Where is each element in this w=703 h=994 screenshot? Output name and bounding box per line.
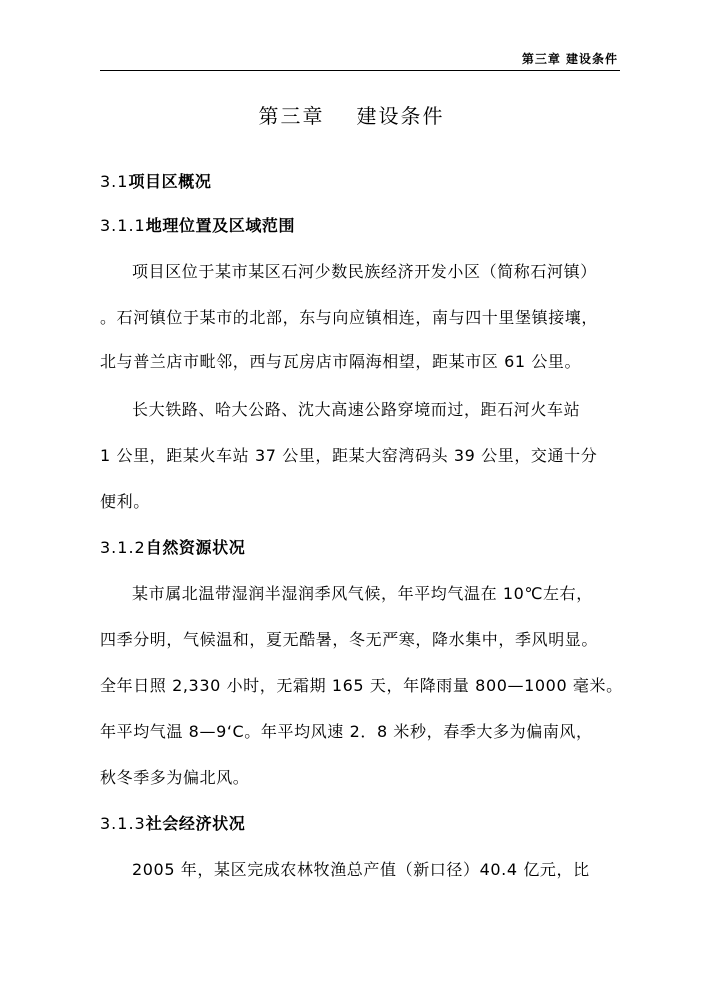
chapter-title-text: 建设条件: [356, 104, 445, 128]
section-title: 社会经济状况: [145, 814, 246, 833]
paragraph-line: 全年日照 2,330 小时，无霜期 165 天，年降雨量 800—1000 毫米。: [100, 676, 623, 695]
section-heading-3-1-2: [100, 538, 245, 558]
section-number: 3.1.2: [100, 538, 146, 557]
section-heading-3-1: [100, 172, 211, 192]
paragraph-line: 某市属北温带湿润半湿润季风气候，年平均气温在 10℃左右，: [132, 584, 593, 603]
paragraph-line: 北与普兰店市毗邻，西与瓦房店市隔海相望，距某市区 61 公里。: [100, 352, 582, 371]
paragraph-line: 年平均气温 8—9‘C。年平均风速 2．8 米秒，春季大多为偏南风，: [100, 722, 593, 741]
paragraph-line: 。石河镇位于某市的北部，东与向应镇相连，南与四十里堡镇接壤，: [100, 308, 599, 327]
paragraph-line: 项目区位于某市某区石河少数民族经济开发小区（简称石河镇）: [132, 262, 597, 281]
paragraph-line: 2005 年，某区完成农林牧渔总产值（新口径）40.4 亿元，比: [132, 860, 590, 879]
section-number: 3.1.3: [100, 814, 146, 833]
paragraph-line: 长大铁路、哈大公路、沈大高速公路穿境而过，距石河火车站: [132, 400, 581, 419]
paragraph-line: 1 公里，距某火车站 37 公里，距某大窑湾码头 39 公里，交通十分: [100, 446, 598, 465]
section-title: 项目区概况: [128, 172, 212, 191]
section-title: 自然资源状况: [145, 538, 246, 557]
running-header-title: 第三章 建设条件: [521, 52, 618, 66]
section-heading-3-1-3: [100, 814, 245, 834]
paragraph-line: 秋冬季多为偏北风。: [100, 768, 250, 787]
section-heading-3-1-1: [100, 216, 295, 236]
section-number: 3.1: [100, 172, 129, 191]
chapter-label: 第三章: [258, 104, 325, 128]
paragraph-line: 便利。: [100, 492, 150, 511]
paragraph-line: 四季分明，气候温和，夏无酷暑，冬无严寒，降水集中，季风明显。: [100, 630, 599, 649]
section-number: 3.1.1: [100, 216, 146, 235]
section-title: 地理位置及区域范围: [145, 216, 296, 235]
chapter-title: [0, 100, 703, 129]
running-header: [100, 48, 620, 71]
